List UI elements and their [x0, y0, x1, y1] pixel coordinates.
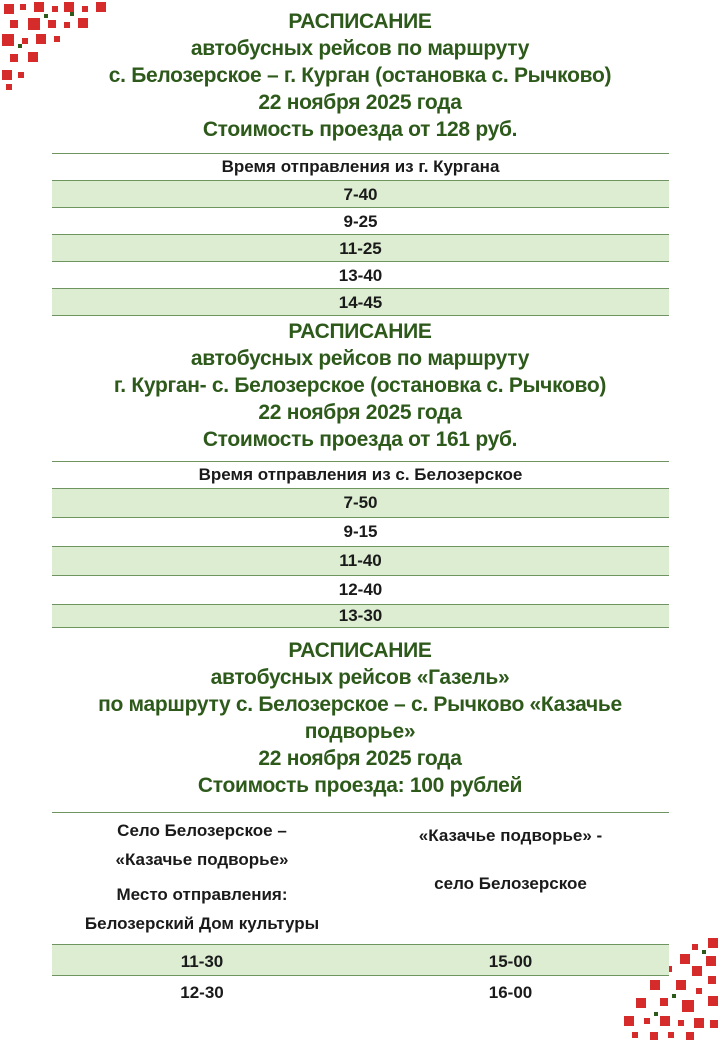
table-row: 11-40: [52, 546, 669, 575]
schedule3-title: РАСПИСАНИЕ: [288, 639, 432, 662]
schedule1-title: РАСПИСАНИЕ: [288, 10, 432, 33]
table-row: 7-50: [52, 488, 669, 517]
table-row: 7-40: [52, 180, 669, 207]
schedule3-date: 22 ноября 2025 года: [258, 747, 462, 770]
schedule2-header: [60, 318, 660, 453]
left-header-line2: «Казачье подворье»: [115, 850, 289, 869]
schedule3-price: Стоимость проезда: 100 рублей: [197, 774, 523, 797]
schedule1-price: Стоимость проезда от 128 руб.: [202, 118, 518, 141]
table-row: 14-45: [52, 288, 669, 316]
schedule1-table: [52, 153, 669, 316]
table-row: 12-40: [52, 575, 669, 604]
right-header-line2: село Белозерское: [434, 874, 587, 893]
departure-time-right: 16-00: [488, 983, 533, 1002]
departure-time-right: 15-00: [488, 952, 533, 971]
table-row: [52, 944, 669, 975]
schedule2-subtitle: автобусных рейсов по маршруту: [190, 347, 530, 370]
schedule2-table: [52, 461, 669, 628]
schedule2-title: РАСПИСАНИЕ: [288, 320, 432, 343]
departure-time-left: 11-30: [180, 952, 224, 971]
schedule2-route: г. Курган- с. Белозерское (остановка с. Рычково): [113, 374, 607, 397]
schedule3-table: [52, 812, 669, 1006]
schedule3-right-header: [352, 813, 669, 898]
table-row: 9-25: [52, 207, 669, 234]
schedule3-header: [60, 637, 660, 799]
schedule2-column-header: Время отправления из с. Белозерское: [52, 461, 669, 488]
schedule1-route: с. Белозерское – г. Курган (остановка с. Рычково): [108, 64, 612, 87]
schedule2-price: Стоимость проезда от 161 руб.: [202, 428, 518, 451]
schedule3-left-header: [52, 813, 352, 935]
schedule1-subtitle: автобусных рейсов по маршруту: [190, 37, 530, 60]
schedule2-date: 22 ноября 2025 года: [258, 401, 462, 424]
table-row: [52, 975, 669, 1006]
schedule3-table-header: [52, 812, 669, 944]
schedule1-column-header: Время отправления из г. Кургана: [52, 153, 669, 180]
table-row: 13-40: [52, 261, 669, 288]
left-header-line1: Село Белозерское –: [117, 821, 287, 840]
table-row: 13-30: [52, 604, 669, 628]
right-header-line1: «Казачье подворье» -: [418, 826, 603, 845]
table-row: 9-15: [52, 517, 669, 546]
schedule1-date: 22 ноября 2025 года: [258, 91, 462, 114]
left-header-line3: Место отправления:: [116, 885, 288, 904]
schedule3-subtitle: автобусных рейсов «Газель»: [210, 666, 510, 689]
table-row: 11-25: [52, 234, 669, 261]
schedule3-route: по маршруту с. Белозерское – с. Рычково «Казачье подворье»: [98, 693, 622, 743]
departure-time-left: 12-30: [180, 983, 224, 1002]
left-header-line4: Белозерский Дом культуры: [84, 914, 320, 933]
schedule1-header: [60, 8, 660, 143]
